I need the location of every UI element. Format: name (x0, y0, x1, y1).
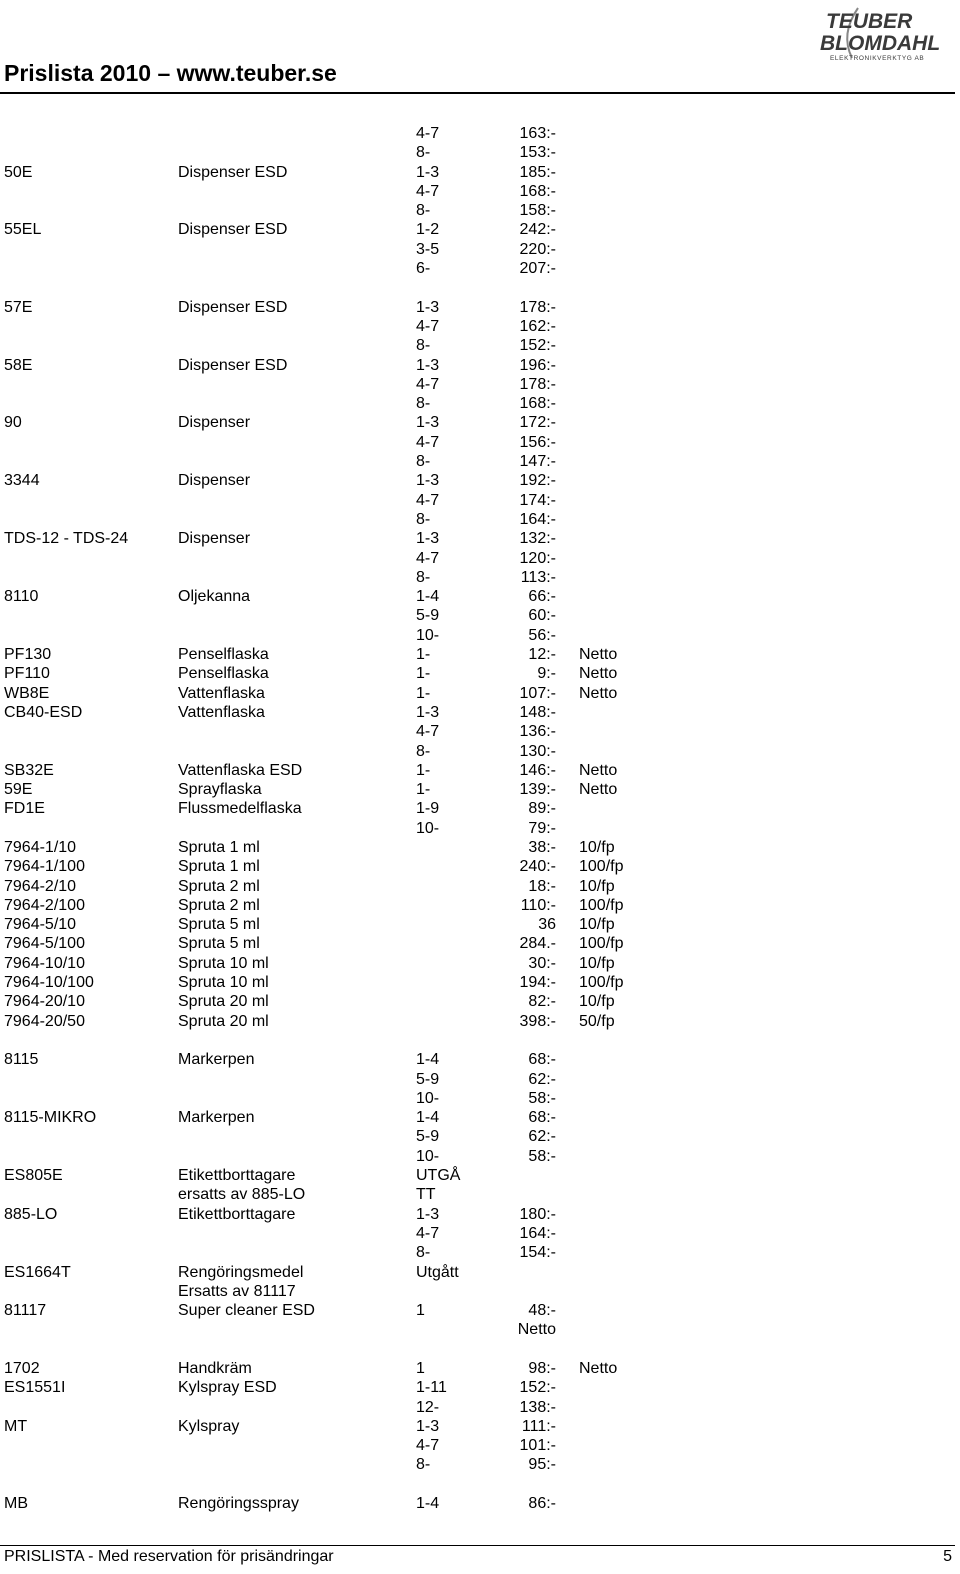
product-code: 7964-5/10 (4, 916, 77, 934)
unit-price: Netto (517, 1321, 556, 1339)
footer-divider (0, 1545, 955, 1546)
header-divider (0, 92, 955, 94)
quantity-range: 4-7 (416, 375, 440, 393)
unit-price: 158:- (519, 202, 556, 220)
quantity-range: 8- (416, 1456, 431, 1474)
table-row (0, 529, 960, 548)
price-note: 100/fp (579, 858, 624, 876)
quantity-range: 1-4 (416, 1051, 440, 1069)
table-row (0, 1494, 960, 1513)
table-row (0, 877, 960, 896)
product-description: Vattenflaska ESD (178, 761, 303, 779)
price-note: 10/fp (579, 916, 615, 934)
product-description: Spruta 5 ml (178, 935, 260, 953)
product-description: Oljekanna (178, 588, 251, 606)
unit-price: 192:- (519, 472, 556, 490)
logo-line1: TEUBER (826, 10, 913, 33)
table-row (0, 1166, 960, 1185)
product-code: 57E (4, 298, 33, 316)
unit-price: 48:- (528, 1302, 556, 1320)
table-row (0, 143, 960, 162)
quantity-range: 1-2 (416, 221, 440, 239)
table-row (0, 240, 960, 259)
table-row (0, 356, 960, 375)
table-row (0, 1359, 960, 1378)
table-row (0, 163, 960, 182)
unit-price: 172:- (519, 414, 556, 432)
unit-price: 82:- (528, 993, 556, 1011)
unit-price: 168:- (519, 182, 556, 200)
quantity-range: 1-3 (416, 472, 440, 490)
table-row (0, 742, 960, 761)
table-row (0, 1012, 960, 1031)
unit-price: 164:- (519, 1224, 556, 1242)
table-row (0, 1398, 960, 1417)
product-description: Dispenser ESD (178, 163, 288, 181)
unit-price: 178:- (519, 298, 556, 316)
table-row (0, 336, 960, 355)
product-code: PF130 (4, 646, 52, 664)
table-row (0, 799, 960, 818)
unit-price: 12:- (528, 646, 556, 664)
price-note: 100/fp (579, 935, 624, 953)
unit-price: 156:- (519, 433, 556, 451)
quantity-range: 8- (416, 742, 431, 760)
table-row (0, 954, 960, 973)
product-description: Rengöringsmedel (178, 1263, 304, 1281)
table-row (0, 626, 960, 645)
quantity-range: 4-7 (416, 549, 440, 567)
unit-price: 242:- (519, 221, 556, 239)
table-row (0, 606, 960, 625)
unit-price: 36 (538, 916, 556, 934)
price-note: Netto (579, 665, 618, 683)
quantity-range: 8- (416, 510, 431, 528)
table-row (0, 780, 960, 799)
price-note: 100/fp (579, 896, 624, 914)
quantity-range: 4-7 (416, 433, 440, 451)
product-code: ES1551I (4, 1379, 66, 1397)
product-code: 7964-10/100 (4, 974, 94, 992)
product-code: 1702 (4, 1360, 40, 1377)
quantity-range: 1-3 (416, 1417, 440, 1435)
footer-text: PRISLISTA - Med reservation för prisändringar (4, 1548, 334, 1565)
product-description: Dispenser (178, 530, 251, 548)
quantity-range: 1-3 (416, 356, 440, 374)
unit-price: 130:- (519, 742, 556, 760)
unit-price: 120:- (519, 549, 556, 567)
product-code: TDS-12 - TDS-24 (4, 530, 129, 548)
quantity-range: 8- (416, 453, 431, 471)
table-row (0, 857, 960, 876)
quantity-range: 5-9 (416, 1070, 440, 1088)
product-code: 50E (4, 163, 33, 181)
quantity-range: 1-9 (416, 800, 440, 818)
table-row (0, 1455, 960, 1474)
quantity-range: 8- (416, 337, 431, 355)
table-row (0, 413, 960, 432)
quantity-range: 4-7 (416, 723, 440, 741)
table-row (0, 433, 960, 452)
unit-price: 60:- (528, 607, 556, 625)
table-row (0, 394, 960, 413)
unit-price: 152:- (519, 337, 556, 355)
table-row (0, 761, 960, 780)
table-row (0, 1243, 960, 1262)
unit-price: 62:- (528, 1128, 556, 1146)
table-row (0, 471, 960, 490)
product-code: 90 (4, 414, 22, 432)
quantity-range: TT (416, 1186, 436, 1204)
quantity-range: 3-5 (416, 240, 440, 258)
product-description: Dispenser (178, 414, 251, 432)
quantity-range: 1-4 (416, 588, 440, 606)
table-row (0, 1378, 960, 1397)
table-spacer (0, 278, 960, 297)
table-row (0, 220, 960, 239)
product-description: Markerpen (178, 1051, 255, 1069)
unit-price: 86:- (528, 1495, 556, 1513)
quantity-range: 4-7 (416, 125, 440, 142)
product-description: Kylspray (178, 1417, 240, 1435)
unit-price: 180:- (519, 1205, 556, 1223)
product-code: FD1E (4, 800, 45, 818)
table-row (0, 896, 960, 915)
unit-price: 178:- (519, 375, 556, 393)
unit-price: 95:- (528, 1456, 556, 1474)
price-note: Netto (579, 781, 618, 799)
price-note: Netto (579, 646, 618, 664)
product-description: Flussmedelflaska (178, 800, 302, 818)
unit-price: 79:- (528, 819, 556, 837)
table-row (0, 703, 960, 722)
quantity-range: UTGÅ (416, 1167, 461, 1185)
unit-price: 30:- (528, 954, 556, 972)
quantity-range: 8- (416, 1244, 431, 1262)
product-description: Spruta 20 ml (178, 993, 269, 1011)
unit-price: 162:- (519, 317, 556, 335)
product-code: 3344 (4, 472, 40, 490)
table-spacer (0, 1340, 960, 1359)
unit-price: 164:- (519, 510, 556, 528)
unit-price: 153:- (519, 144, 556, 162)
table-row (0, 1108, 960, 1127)
product-description: Spruta 2 ml (178, 896, 260, 914)
product-code: 81117 (4, 1302, 47, 1320)
product-code: 7964-1/100 (4, 858, 85, 876)
quantity-range: 10- (416, 626, 440, 644)
table-row (0, 1050, 960, 1069)
unit-price: 111:- (521, 1417, 556, 1435)
quantity-range: 1-3 (416, 703, 440, 721)
quantity-range: 1- (416, 646, 431, 664)
product-description: Penselflaska (178, 665, 269, 683)
quantity-range: 1-3 (416, 298, 440, 316)
logo-tagline: ELEKTRONIKVERKTYG AB (830, 55, 925, 62)
table-row (0, 722, 960, 741)
product-code: ES805E (4, 1167, 63, 1185)
table-row (0, 1147, 960, 1166)
table-row (0, 934, 960, 953)
unit-price: 66:- (528, 588, 556, 606)
unit-price: 107:- (519, 684, 556, 702)
price-note: 10/fp (579, 838, 615, 856)
unit-price: 147:- (519, 453, 556, 471)
quantity-range: 6- (416, 260, 431, 278)
product-description: Spruta 2 ml (178, 877, 260, 895)
unit-price: 136:- (519, 723, 556, 741)
product-description: Vattenflaska (178, 703, 265, 721)
unit-price: 154:- (519, 1244, 556, 1262)
table-row (0, 684, 960, 703)
table-row (0, 1417, 960, 1436)
table-row (0, 549, 960, 568)
price-note: 50/fp (579, 1012, 615, 1030)
unit-price: 174:- (519, 491, 556, 509)
unit-price: 284.- (519, 935, 556, 953)
table-row (0, 1127, 960, 1146)
table-row (0, 1185, 960, 1204)
unit-price: 207:- (519, 260, 556, 278)
product-description: Spruta 10 ml (178, 974, 269, 992)
product-description: Etikettborttagare (178, 1205, 296, 1223)
unit-price: 194:- (519, 974, 556, 992)
table-row (0, 491, 960, 510)
table-row (0, 201, 960, 220)
unit-price: 168:- (519, 395, 556, 413)
table-row (0, 819, 960, 838)
logo-line2: BLOMDAHL (820, 32, 941, 55)
unit-price: 56:- (528, 626, 556, 644)
quantity-range: 1-3 (416, 163, 440, 181)
quantity-range: 4-7 (416, 1224, 440, 1242)
company-logo (818, 4, 956, 62)
table-row (0, 124, 960, 143)
unit-price: 139:- (519, 781, 556, 799)
product-description: Spruta 1 ml (178, 858, 260, 876)
quantity-range: 8- (416, 202, 431, 220)
price-note: Netto (579, 761, 618, 779)
table-row (0, 664, 960, 683)
table-row (0, 973, 960, 992)
unit-price: 58:- (528, 1089, 556, 1107)
table-row (0, 1282, 960, 1301)
product-code: 7964-1/10 (4, 838, 77, 856)
quantity-range: 1- (416, 665, 431, 683)
unit-price: 68:- (528, 1051, 556, 1069)
product-code: 885-LO (4, 1205, 58, 1223)
product-code: MB (4, 1495, 28, 1513)
unit-price: 163:- (519, 125, 556, 142)
table-row (0, 838, 960, 857)
table-row (0, 1205, 960, 1224)
table-row (0, 568, 960, 587)
product-description: Spruta 1 ml (178, 838, 260, 856)
quantity-range: 4-7 (416, 317, 440, 335)
quantity-range: 4-7 (416, 1437, 440, 1455)
product-code: 7964-20/10 (4, 993, 85, 1011)
product-code: ES1664T (4, 1263, 71, 1281)
product-description: Markerpen (178, 1109, 255, 1127)
product-code: CB40-ESD (4, 703, 83, 721)
quantity-range: Utgått (416, 1263, 459, 1281)
unit-price: 398:- (519, 1012, 556, 1030)
quantity-range: 5-9 (416, 1128, 440, 1146)
price-note: 10/fp (579, 993, 615, 1011)
page-number: 5 (943, 1548, 952, 1565)
unit-price: 148:- (519, 703, 556, 721)
product-description: Spruta 5 ml (178, 916, 260, 934)
quantity-range: 4-7 (416, 491, 440, 509)
unit-price: 18:- (528, 877, 556, 895)
product-description: Dispenser ESD (178, 298, 288, 316)
product-code: 58E (4, 356, 33, 374)
product-code: 7964-5/100 (4, 935, 85, 953)
product-description: Vattenflaska (178, 684, 265, 702)
product-code: 7964-20/50 (4, 1012, 85, 1030)
logo-graphic (818, 4, 956, 62)
unit-price: 185:- (519, 163, 556, 181)
quantity-range: 1-4 (416, 1495, 440, 1513)
product-description: Spruta 20 ml (178, 1012, 269, 1030)
product-code: SB32E (4, 761, 54, 779)
table-row (0, 259, 960, 278)
product-description: Spruta 10 ml (178, 954, 269, 972)
product-code: 8115-MIKRO (4, 1109, 97, 1127)
product-code: 8115 (4, 1051, 39, 1069)
unit-price: 38:- (528, 838, 556, 856)
quantity-range: 8- (416, 568, 431, 586)
quantity-range: 1-4 (416, 1109, 440, 1127)
table-row (0, 1224, 960, 1243)
quantity-range: 4-7 (416, 182, 440, 200)
quantity-range: 8- (416, 395, 431, 413)
product-code: 7964-2/100 (4, 896, 85, 914)
price-note: 10/fp (579, 954, 615, 972)
table-row (0, 992, 960, 1011)
unit-price: 113:- (520, 568, 556, 586)
table-spacer (0, 1475, 960, 1494)
product-description: Etikettborttagare (178, 1167, 296, 1185)
quantity-range: 1-3 (416, 414, 440, 432)
table-spacer (0, 1031, 960, 1050)
quantity-range: 10- (416, 819, 440, 837)
quantity-range: 1-3 (416, 1205, 440, 1223)
unit-price: 101:- (519, 1437, 556, 1455)
quantity-range: 10- (416, 1089, 440, 1107)
quantity-range: 1- (416, 781, 431, 799)
product-code: 7964-10/10 (4, 954, 85, 972)
unit-price: 68:- (528, 1109, 556, 1127)
unit-price: 58:- (528, 1147, 556, 1165)
product-code: 59E (4, 781, 33, 799)
table-row (0, 645, 960, 664)
table-row (0, 1070, 960, 1089)
product-code: PF110 (4, 665, 50, 683)
quantity-range: 1 (416, 1360, 425, 1377)
unit-price: 132:- (519, 530, 556, 548)
unit-price: 240:- (519, 858, 556, 876)
product-description: Rengöringsspray (178, 1495, 299, 1513)
table-row (0, 1089, 960, 1108)
table-row (0, 1436, 960, 1455)
product-code: 8110 (4, 588, 39, 606)
price-note: Netto (579, 684, 618, 702)
product-description: ersatts av 885-LO (178, 1186, 306, 1204)
product-description: Sprayflaska (178, 781, 262, 799)
quantity-range: 1- (416, 761, 431, 779)
table-row (0, 587, 960, 606)
table-row (0, 375, 960, 394)
table-row (0, 452, 960, 471)
price-note: 100/fp (579, 974, 624, 992)
quantity-range: 1-11 (416, 1379, 447, 1397)
price-note: Netto (579, 1360, 618, 1377)
product-code: 7964-2/10 (4, 877, 77, 895)
quantity-range: 5-9 (416, 607, 440, 625)
unit-price: 152:- (519, 1379, 556, 1397)
price-note: 10/fp (579, 877, 615, 895)
table-row (0, 298, 960, 317)
unit-price: 9:- (537, 665, 556, 683)
product-description: Handkräm (178, 1360, 252, 1377)
quantity-range: 1 (416, 1302, 425, 1320)
product-description: Dispenser ESD (178, 221, 288, 239)
unit-price: 98:- (528, 1360, 556, 1377)
table-row (0, 182, 960, 201)
unit-price: 146:- (519, 761, 556, 779)
table-row (0, 1301, 960, 1320)
unit-price: 138:- (519, 1398, 556, 1416)
page-title: Prislista 2010 – www.teuber.se (4, 60, 337, 86)
quantity-range: 10- (416, 1147, 440, 1165)
unit-price: 220:- (519, 240, 556, 258)
product-code: WB8E (4, 684, 50, 702)
unit-price: 62:- (528, 1070, 556, 1088)
product-description: Dispenser ESD (178, 356, 288, 374)
product-code: MT (4, 1417, 28, 1435)
quantity-range: 8- (416, 144, 431, 162)
quantity-range: 1-3 (416, 530, 440, 548)
quantity-range: 12- (416, 1398, 440, 1416)
unit-price: 196:- (519, 356, 556, 374)
table-row (0, 510, 960, 529)
table-row (0, 1263, 960, 1282)
product-description: Ersatts av 81117 (178, 1282, 296, 1300)
table-row (0, 317, 960, 336)
unit-price: 110:- (520, 896, 556, 914)
product-description: Super cleaner ESD (178, 1302, 315, 1320)
price-table (0, 124, 960, 1513)
product-description: Penselflaska (178, 646, 269, 664)
product-code: 55EL (4, 221, 42, 239)
quantity-range: 1- (416, 684, 431, 702)
table-row (0, 915, 960, 934)
table-row (0, 1320, 960, 1339)
product-description: Kylspray ESD (178, 1379, 277, 1397)
product-description: Dispenser (178, 472, 251, 490)
unit-price: 89:- (528, 800, 556, 818)
